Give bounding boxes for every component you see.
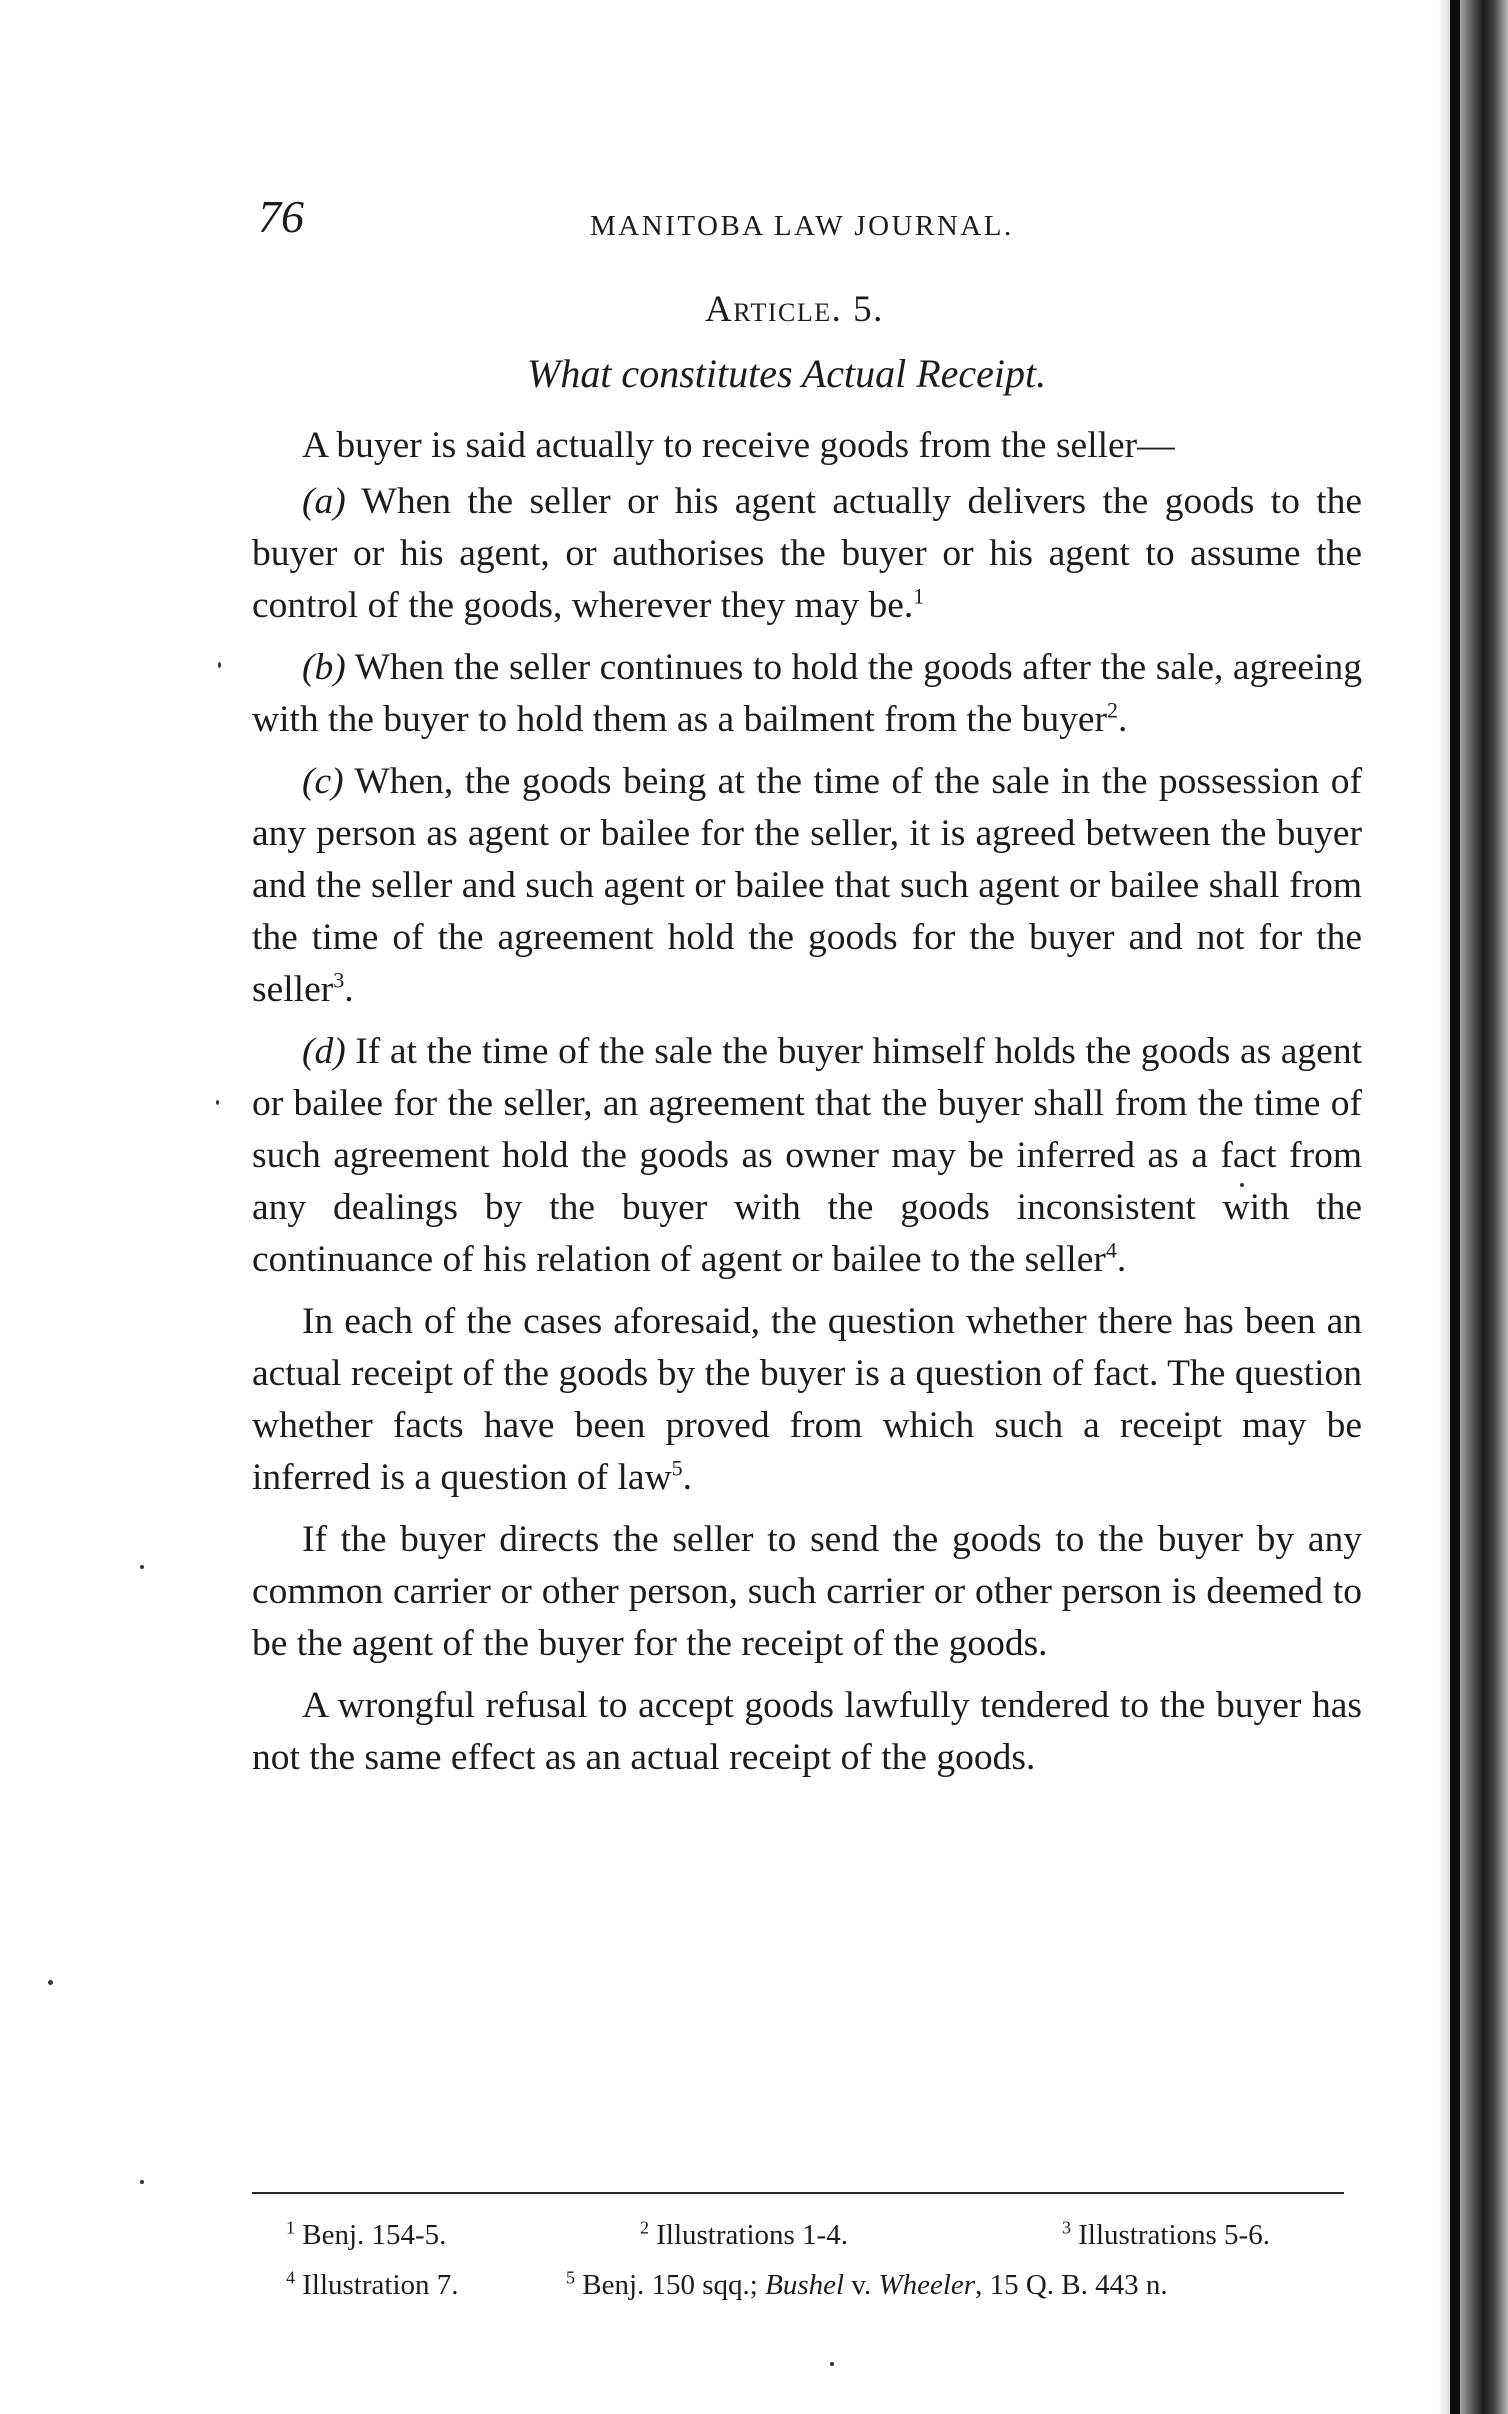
clause-a-text: When the seller or his agent actually delivers the goods to the buyer or his agent, or authorises the buyer or his agent to assume the control of the goods, wherever they may be. [252, 481, 1362, 626]
footnote-ref-5[interactable]: 5 [671, 1455, 683, 1481]
clause-b-end: . [1118, 699, 1128, 740]
clause-b-text: When the seller continues to hold the goods after the sale, agreeing with the buyer to hold them as a bailment from the buyer [252, 647, 1362, 740]
question-of-fact-text: In each of the cases aforesaid, the question whether there has been an actual receipt of the goods by the buyer is a question of fact. The question whether facts have been proved from which such a receipt may be inferred is a question of law [252, 1301, 1362, 1498]
footnote-5-text-b: , 15 Q. B. 443 n. [975, 2269, 1168, 2301]
paper-speck [830, 2362, 834, 2366]
clause-c-text: When, the goods being at the time of the sale in the possession of any person as agent or bailee for the seller, it is agreed between the buyer and the seller and such agent or bailee that such agent or bailee shall from the time of the agreement hold the goods for the buyer and not for the seller [252, 761, 1362, 1010]
question-of-fact-end: . [682, 1457, 693, 1498]
footnote-ref-2[interactable]: 2 [1107, 697, 1118, 723]
footnote-3-text: Illustrations 5-6. [1071, 2219, 1270, 2251]
clause-c-end: . [344, 969, 354, 1010]
paper-speck [218, 662, 221, 668]
paper-speck [140, 2180, 144, 2184]
clause-a-letter: (a) [302, 481, 346, 522]
footnote-2 [640, 2210, 848, 2260]
article-subheading: What constitutes Actual Receipt. [527, 351, 1047, 396]
paper-speck [140, 1565, 144, 1569]
clause-c-letter: (c) [302, 761, 344, 802]
paper-speck [1240, 1183, 1244, 1187]
footnote-ref-3[interactable]: 3 [333, 967, 345, 993]
footnote-2-text: Illustrations 1-4. [649, 2219, 848, 2251]
paper-speck [216, 1100, 219, 1105]
page-binding-edge [1438, 0, 1508, 2414]
clause-d-paragraph [252, 1026, 1362, 1286]
question-of-fact-paragraph [252, 1296, 1362, 1504]
wrongful-refusal-paragraph: A wrongful refusal to accept goods lawfully tendered to the buyer has not the same effect as an actual receipt of the goods. [252, 1685, 1362, 1778]
footnote-3 [1062, 2210, 1270, 2260]
footnote-divider [252, 2192, 1344, 2194]
footnote-2-mark: 2 [640, 2217, 649, 2238]
footnotes [252, 2210, 1362, 2310]
article-body [252, 420, 1362, 1794]
clause-b-paragraph [252, 642, 1362, 746]
running-head: MANITOBA LAW JOURNAL. [590, 210, 1014, 242]
intro-paragraph: A buyer is said actually to receive goods from the seller— [302, 425, 1175, 466]
footnote-ref-4[interactable]: 4 [1105, 1237, 1117, 1263]
footnote-1 [286, 2210, 446, 2260]
footnote-4 [286, 2260, 459, 2310]
clause-a-paragraph [252, 476, 1362, 632]
clause-d-text: If at the time of the sale the buyer himself holds the goods as agent or bailee for the seller, an agreement that the buyer shall from the time of such agreement hold the goods as owner may be inferred as a fact from any dealings by the buyer with the goods inconsistent with the continuance of his relation of agent or bailee to the seller [252, 1031, 1362, 1280]
footnote-4-text: Illustration 7. [295, 2269, 459, 2301]
page-number: 76 [258, 191, 304, 242]
common-carrier-paragraph: If the buyer directs the seller to send the goods to the buyer by any common carrier or other person, such carrier or other person is deemed to be the agent of the buyer for the receipt of the goods. [252, 1519, 1362, 1664]
article-heading: Article. 5. [705, 289, 884, 330]
footnote-5-case-defendant: Wheeler [878, 2269, 976, 2301]
footnote-1-mark: 1 [286, 2217, 295, 2238]
footnote-1-text: Benj. 154-5. [295, 2219, 447, 2251]
footnote-ref-1[interactable]: 1 [913, 583, 925, 609]
footnote-5-text-a: Benj. 150 sqq.; [575, 2269, 766, 2301]
page-binding-shadow [1450, 0, 1460, 2414]
footnote-5-versus: v. [844, 2269, 879, 2301]
footnote-4-mark: 4 [286, 2267, 295, 2288]
footnote-5 [566, 2260, 1168, 2310]
clause-d-end: . [1116, 1239, 1127, 1280]
footnote-5-mark: 5 [566, 2267, 575, 2288]
footnote-row-2 [252, 2260, 1362, 2310]
clause-b-letter: (b) [302, 647, 346, 688]
footnote-3-mark: 3 [1062, 2217, 1071, 2238]
clause-d-letter: (d) [302, 1031, 346, 1072]
clause-c-paragraph [252, 756, 1362, 1016]
footnote-row-1 [252, 2210, 1362, 2260]
footnote-5-case-plaintiff: Bushel [765, 2269, 845, 2301]
paper-speck [48, 1980, 53, 1985]
